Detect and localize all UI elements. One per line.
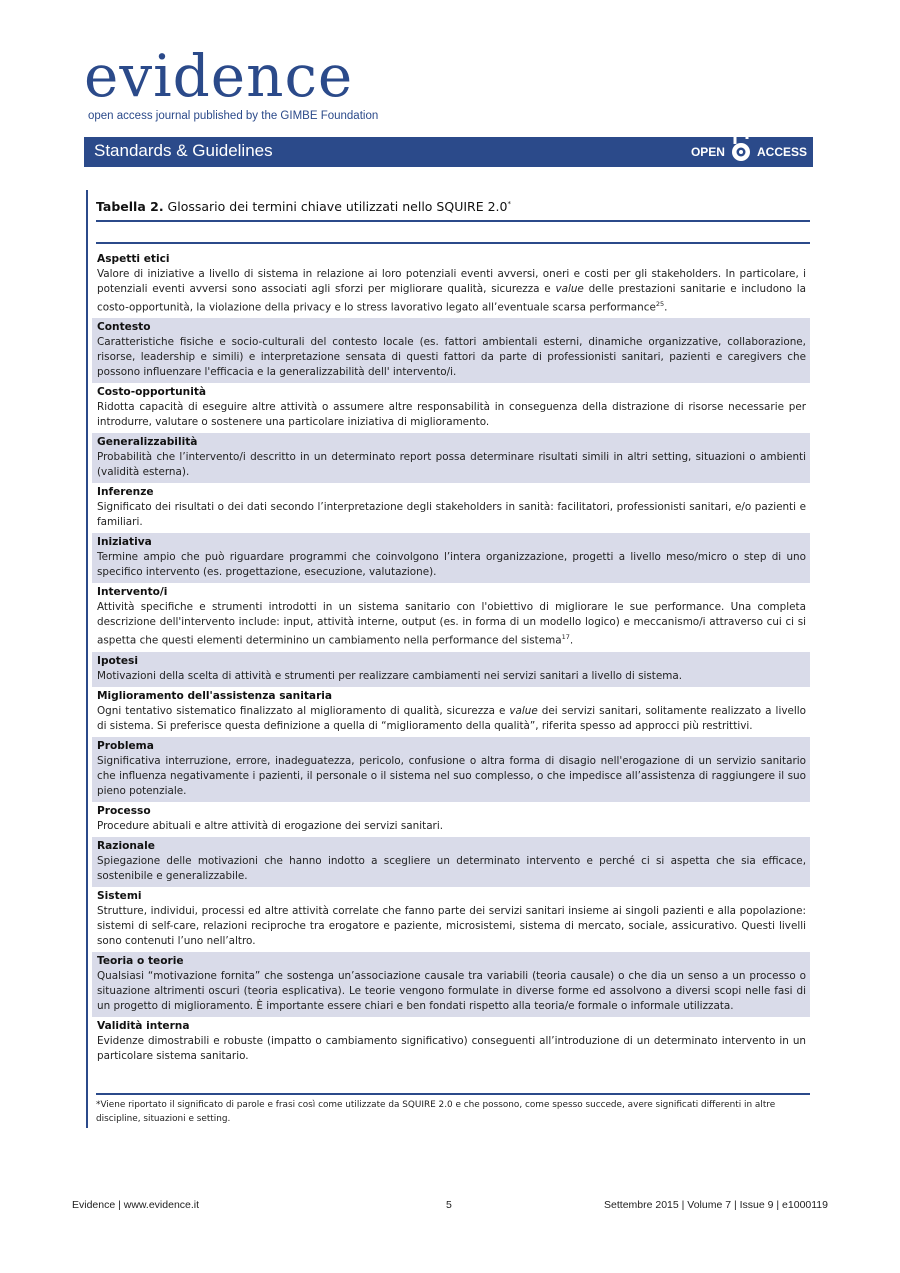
- section-banner: [84, 137, 813, 167]
- table-row: [92, 483, 810, 533]
- open-lock-icon: [728, 126, 754, 164]
- definition-text: Spiegazione delle motivazioni che hanno indotto a scegliere un determinato intervento e perché ci si aspetta che sia efficace, sostenibile e generalizzabile.: [97, 854, 806, 882]
- open-label: OPEN: [690, 145, 725, 159]
- table-row: [92, 433, 810, 483]
- definition-text: Caratteristiche fisiche e socio-culturali del contesto locale (es. fattori ambientali esterni, dinamiche organizzative, collaborazione, risorse, leadership e simili) e interpretazione sensata di questi fattori da parte di professionisti sanitari, pazienti e caregivers che possono influenzare l'efficacia e la generalizzabilità dell' intervento/i.: [97, 336, 806, 379]
- glossary-term: Ipotesi: [97, 654, 138, 667]
- table-row: [92, 318, 810, 383]
- glossary-term: Intervento/i: [97, 586, 168, 599]
- table-row: [92, 583, 810, 651]
- glossary-definition: [97, 267, 806, 315]
- definition-text: Attività specifiche e strumenti introdotti in un sistema sanitario con l'obiettivo di migliorare le sue performance. Una completa descrizione dell'intervento include: input, attività interne, output (es. in forma di un modello logico) e meccanismo/i attraverso cui ci si aspetta che questi elementi determinino un cambiamento nella performance del sistema: [97, 601, 806, 647]
- glossary-definition: [97, 335, 806, 380]
- glossary-definition: [97, 819, 806, 834]
- glossary-term: Problema: [97, 739, 154, 752]
- definition-text: Significativa interruzione, errore, inadeguatezza, pericolo, confusione o altra forma di disagio nell'erogazione di un servizio sanitario che influenza negativamente i pazienti, il personale o il sistema nel suo complesso, o che impedisce all’assistenza di raggiungere il suo pieno potenziale.: [97, 754, 806, 797]
- glossary-term: Contesto: [97, 321, 151, 334]
- table-bottom-rule: [96, 1093, 810, 1095]
- glossary-term: Validità interna: [97, 1019, 190, 1032]
- definition-end: .: [664, 301, 668, 314]
- definition-text: Strutture, individui, processi ed altre attività correlate che fanno parte dei servizi sanitari insieme ai singoli pazienti e alla popolazione: sistemi di self-care, relazioni reciproche tra erogatore e paziente, microsistemi, sistema di mercato, sociale, assicurativo. Questi livelli sono contenuti l’uno nell’altro.: [97, 904, 806, 947]
- table-header-rule: [96, 242, 810, 244]
- glossary-term: Costo-opportunità: [97, 386, 207, 399]
- table-row: [92, 887, 810, 952]
- table-number: Tabella 2.: [96, 199, 164, 214]
- glossary-term: Processo: [97, 804, 151, 817]
- definition-text: Ogni tentativo sistematico finalizzato al miglioramento di qualità, sicurezza e value dei servizi sanitari, solitamente realizzato a livello di sistema. Si preferisce questa definizione a quella di “miglioramento della qualità”, riferita spesso ad approcci più restrittivi.: [97, 704, 807, 732]
- logo-wordmark: evidence: [84, 42, 354, 110]
- glossary-definition: [97, 400, 806, 430]
- table-row: [92, 837, 810, 887]
- glossary-term: Razionale: [97, 839, 155, 852]
- glossary-definition: [97, 600, 806, 648]
- footer-journal: Evidence | www.evidence.it: [72, 1199, 200, 1211]
- glossary-term: Aspetti etici: [97, 253, 170, 265]
- glossary-term: Generalizzabilità: [97, 436, 198, 449]
- glossary-definition: [97, 854, 806, 884]
- definition-text: Qualsiasi “motivazione fornita” che sostenga un’associazione causale tra variabili (teoria causale) o che dia un senso a un processo o situazione altrimenti oscuri (teoria esplicativa). Le teorie vengono formulate in diverse forme ed assolvono a diversi scopi nelle fasi di un progetto di miglioramento. È importante essere chiari e ben fondati rispetto alla teoria/e formale o informale utilizzata.: [97, 969, 806, 1012]
- glossary-definition: [97, 704, 806, 734]
- glossary-definition: [97, 969, 806, 1014]
- logo-subtitle: open access journal published by the GIMBE Foundation: [88, 110, 379, 122]
- access-label: ACCESS: [756, 145, 807, 159]
- glossary-definition: [97, 669, 806, 684]
- table-footnote: *Viene riportato il significato di parole e frasi così come utilizzate da SQUIRE 2.0 e che possono, come spesso succede, avere significati differenti in altre discipline, situazioni e setting.: [96, 1100, 776, 1124]
- definition-text: Procedure abituali e altre attività di erogazione dei servizi sanitari.: [97, 819, 444, 832]
- definition-text: Probabilità che l’intervento/i descritto in un determinato report possa determinare risultati simili in altri setting, situazioni o ambienti (validità esterna).: [97, 451, 806, 479]
- glossary-term: Inferenze: [97, 486, 154, 499]
- table-row: [92, 250, 810, 318]
- open-access-badge: [691, 137, 807, 167]
- footer-page-number: 5: [446, 1199, 452, 1211]
- glossary-term: Miglioramento dell'assistenza sanitaria: [97, 689, 333, 702]
- table-row: [92, 652, 810, 687]
- glossary-term: Sistemi: [97, 889, 142, 902]
- glossary-term: Teoria o teorie: [97, 954, 184, 967]
- table-row: [92, 737, 810, 802]
- definition-end: .: [569, 634, 574, 647]
- table-row: [92, 533, 810, 583]
- table-top-rule: [96, 220, 810, 222]
- definition-text: Evidenze dimostrabili e robuste (impatto o cambiamento significativo) conseguenti all’introduzione di un determinato intervento in un particolare sistema sanitario.: [97, 1034, 806, 1062]
- left-accent-line: [86, 190, 88, 1128]
- definition-text: Valore di iniziative a livello di sistema in relazione ai loro potenziali eventi avversi, oneri e costi per gli stakeholders. In particolare, i potenziali eventi avversi sono associati agli sforzi per migliorare qualità, sicurezza e value delle prestazioni sanitarie e includono la costo-opportunità, la violazione della privacy e lo stress lavorativo legato all’eventuale scarsa performance: [97, 268, 806, 314]
- definition-text: Motivazioni della scelta di attività e strumenti per realizzare cambiamenti nei servizi sanitari a livello di sistema.: [97, 669, 683, 682]
- journal-logo: [84, 44, 353, 108]
- table-title: [96, 199, 511, 214]
- table-row: [92, 383, 810, 433]
- glossary-table: [92, 250, 810, 1067]
- footer-issue: Settembre 2015 | Volume 7 | Issue 9 | e1000119: [604, 1199, 828, 1211]
- glossary-definition: [97, 450, 806, 480]
- reference-number: 25: [655, 300, 665, 308]
- table-row: [92, 802, 810, 837]
- definition-text: Ridotta capacità di eseguire altre attività o assumere altre responsabilità in conseguenza della distrazione di risorse necessarie per introdurre, valutare o sostenere una particolare iniziativa di miglioramento.: [97, 401, 806, 429]
- definition-text: Termine ampio che può riguardare programmi che coinvolgono l’intera organizzazione, progetti a livello meso/micro o step di uno specifico intervento (es. progettazione, esecuzione, valutazione).: [97, 551, 806, 579]
- reference-number: 17: [561, 633, 570, 642]
- table-caption: Glossario dei termini chiave utilizzati nello SQUIRE 2.0: [163, 199, 508, 214]
- glossary-definition: [97, 500, 806, 530]
- table-title-mark: *: [507, 199, 511, 208]
- glossary-definition: [97, 550, 806, 580]
- table-row: [92, 687, 810, 737]
- section-title: Standards & Guidelines: [94, 141, 273, 160]
- glossary-definition: [97, 1034, 806, 1064]
- glossary-definition: [97, 754, 806, 799]
- table-row: [92, 952, 810, 1017]
- glossary-term: Iniziativa: [97, 536, 152, 549]
- definition-text: Significato dei risultati o dei dati secondo l’interpretazione degli stakeholders in sanità: facilitatori, professionisti sanitari, e/o pazienti e familiari.: [97, 501, 806, 529]
- glossary-definition: [97, 904, 806, 949]
- table-row: [92, 1017, 810, 1067]
